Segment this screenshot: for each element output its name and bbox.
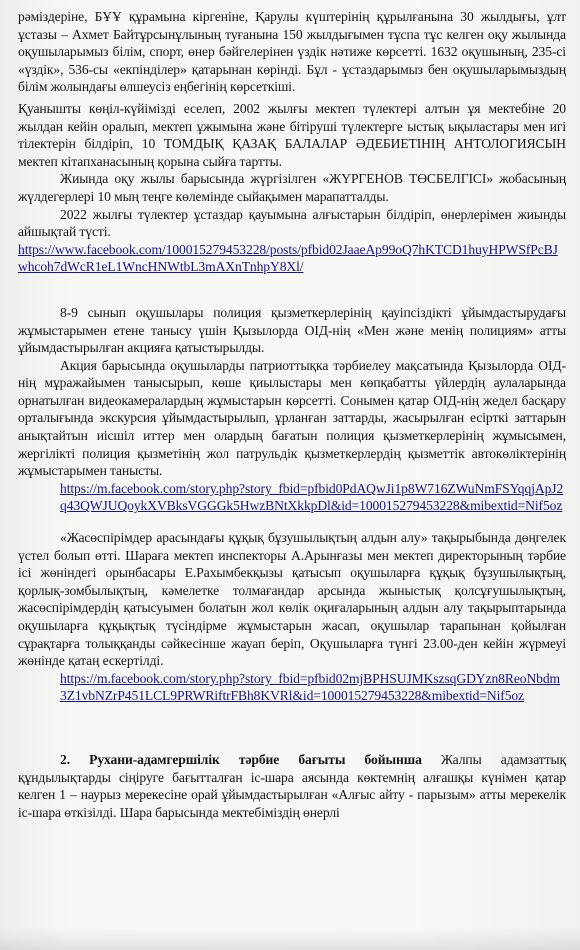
paragraph-graduates-thanks: 2022 жылғы түлектер ұстаздар қауымына алғыстарын білдіріп, өнерлерімен жиынды айшықтай түсті. [18,206,566,240]
section-heading: 2. Рухани-адамгершілік тәрбие бағыты бойынша [60,751,422,767]
paragraph-spiritual-education [18,751,566,821]
facebook-post-link[interactable]: https://www.facebook.com/100015279453228/posts/pfbid02JaaeAp99oQ7hKTCD1huyHPWSfPcBJwhcoh7dWcR1eL1WncHNWtbL3mAXnTnhpY8Xl/ [18,241,558,275]
paragraph-police-museum: Акция барысында оқушыларды патриоттықка тәрбиелеу мақсатында Қызылорда ОІД-нің мұражайымен танысырып, көше қиылыстары мен көпқабатты үйлердің аулаларында орнатылған видеокамералардың жұмыстарын көрсетті. Сонымен қатар ОІД-нің жедел басқару орталығында экскурсия ұйымдастырылып, ұрланған заттарды, жасырылған есірткі заттарын анықтайтын иісшіл иттер мен олардың бағатын полиция қызметкерлерінің жұмысымен, жергілікті полиция қызметінің жол патрульдік қызметкерлердің қызметтік автокөліктерінің жұмыстарымен танысты. [18,357,566,479]
paragraph-achievements: рәміздеріне, БҰҰ құрамына кіргеніне, Қарулы күштерінің құрылғанына 30 жылдығы, ұлт ұстазы – Ахмет Байтұрсынұлының туғанына 150 жылдығымен тұспа тұс келген оқу жылында оқушыларымыз білім, спорт, өнер бәйгелерінен үздік нәтиже көрсетті. 1632 оқушының, 235-сі «үздік», 536-сы «екпінділер» қатарынан көрінді. Бұл - ұстаздарымыз бен оқушыларымыздың білім жолындағы өлшеусіз еңбегінің көрсеткіші. [18,9,566,95]
paragraph-roundtable: «Жасөспірімдер арасындағы құқық бұзушылықтың алдын алу» тақырыбында дөңгелек үстел болып өтті. Шараға мектеп инспекторы А.Арынғазы мен мектеп директорының тәрбие ісі жөніндегі орынбасары Е.Рахымбекқызы қатысып оқушыларға құқық бұзушылықтың, қорлық-зомбылықтың, кәмелетке толмағандар арсында жыныстық қолсұғушылықтың, жасөспірімдердің қатысуымен болатын жол көлік оқиғаларының алдын алу тақырыптарында оқушыларға құқықтық түсіндірме жұмыстарын жасап, оқушылар тарапынан қойылған сұрақтарға толыққанды сәйкесінше жауап беріп, Оқушыларға түнгі 23.00-ден кейін жүрмеуі жөнінде қатаң ескертілді. [18,530,566,669]
section-text: Жалпы адамзаттық құндылықтарды сіңіруге бағытталған іс-шара аясында көктемнің алғашқы күнімен қатар келген 1 – наурыз мерекесіне орай ұйымдастырылған «Алғыс айту - парызым» атты мерекелік іс-шара өткізілді. Шара барысында мектебіміздің өнерлі [18,751,566,820]
facebook-story-link-1[interactable]: https://m.facebook.com/story.php?story_fbid=pfbid0PdAQwJi1p8W716ZWuNmFSYqqjApJ2q43QWJUQoykXVBksVGGGk5HwzBNtXkkpDl&id=100015279453228&mibextid=Nif5oz [60,480,564,514]
paragraph-alumni-gift: Қуанышты көңіл-күйімізді еселеп, 2002 жылғы мектеп түлектері алтын ұя мектебіне 20 жылдан кейін оралып, мектеп ұжымына және бітіруші түлектерге ыстық ықыластары мен игі тілектерін білдіріп, 10 ТОМДЫҚ ҚАЗАҚ БАЛАЛАР ӘДЕБИЕТІНІҢ АНТОЛОГИЯСЫН мектеп кітапханасының қорына сыйға тартты. [18,100,566,169]
paragraph-police-action: 8-9 сынып оқушылары полиция қызметкерлерінің қауіпсіздікті ұйымдастырудағы жұмыстарымен етене танысу үшін Қызылорда ОІД-нің «Мен және менің полициям» атты ұйымдастырылған акцияға қатыстырылды. [18,304,566,356]
facebook-story-link-2[interactable]: https://m.facebook.com/story.php?story_fbid=pfbid02mjBPHSUJMKszsqGDYzn8ReoNbdm3Z1vbNZrP451LCL9PRWRiftrFBh8KVRl&id=100015279453228&mibextid=Nif5oz [60,670,561,704]
page-bottom-shadow [0,928,580,950]
document-body [18,8,566,821]
paragraph-project-winners: Жиында оқу жылы барысында жүргізілген «ЖҮРГЕНОВ ТӨСБЕЛГІСІ» жобасының жүлдегерлері 10 мың теңге көлемінде сыйақымен марапатталды. [18,171,566,204]
